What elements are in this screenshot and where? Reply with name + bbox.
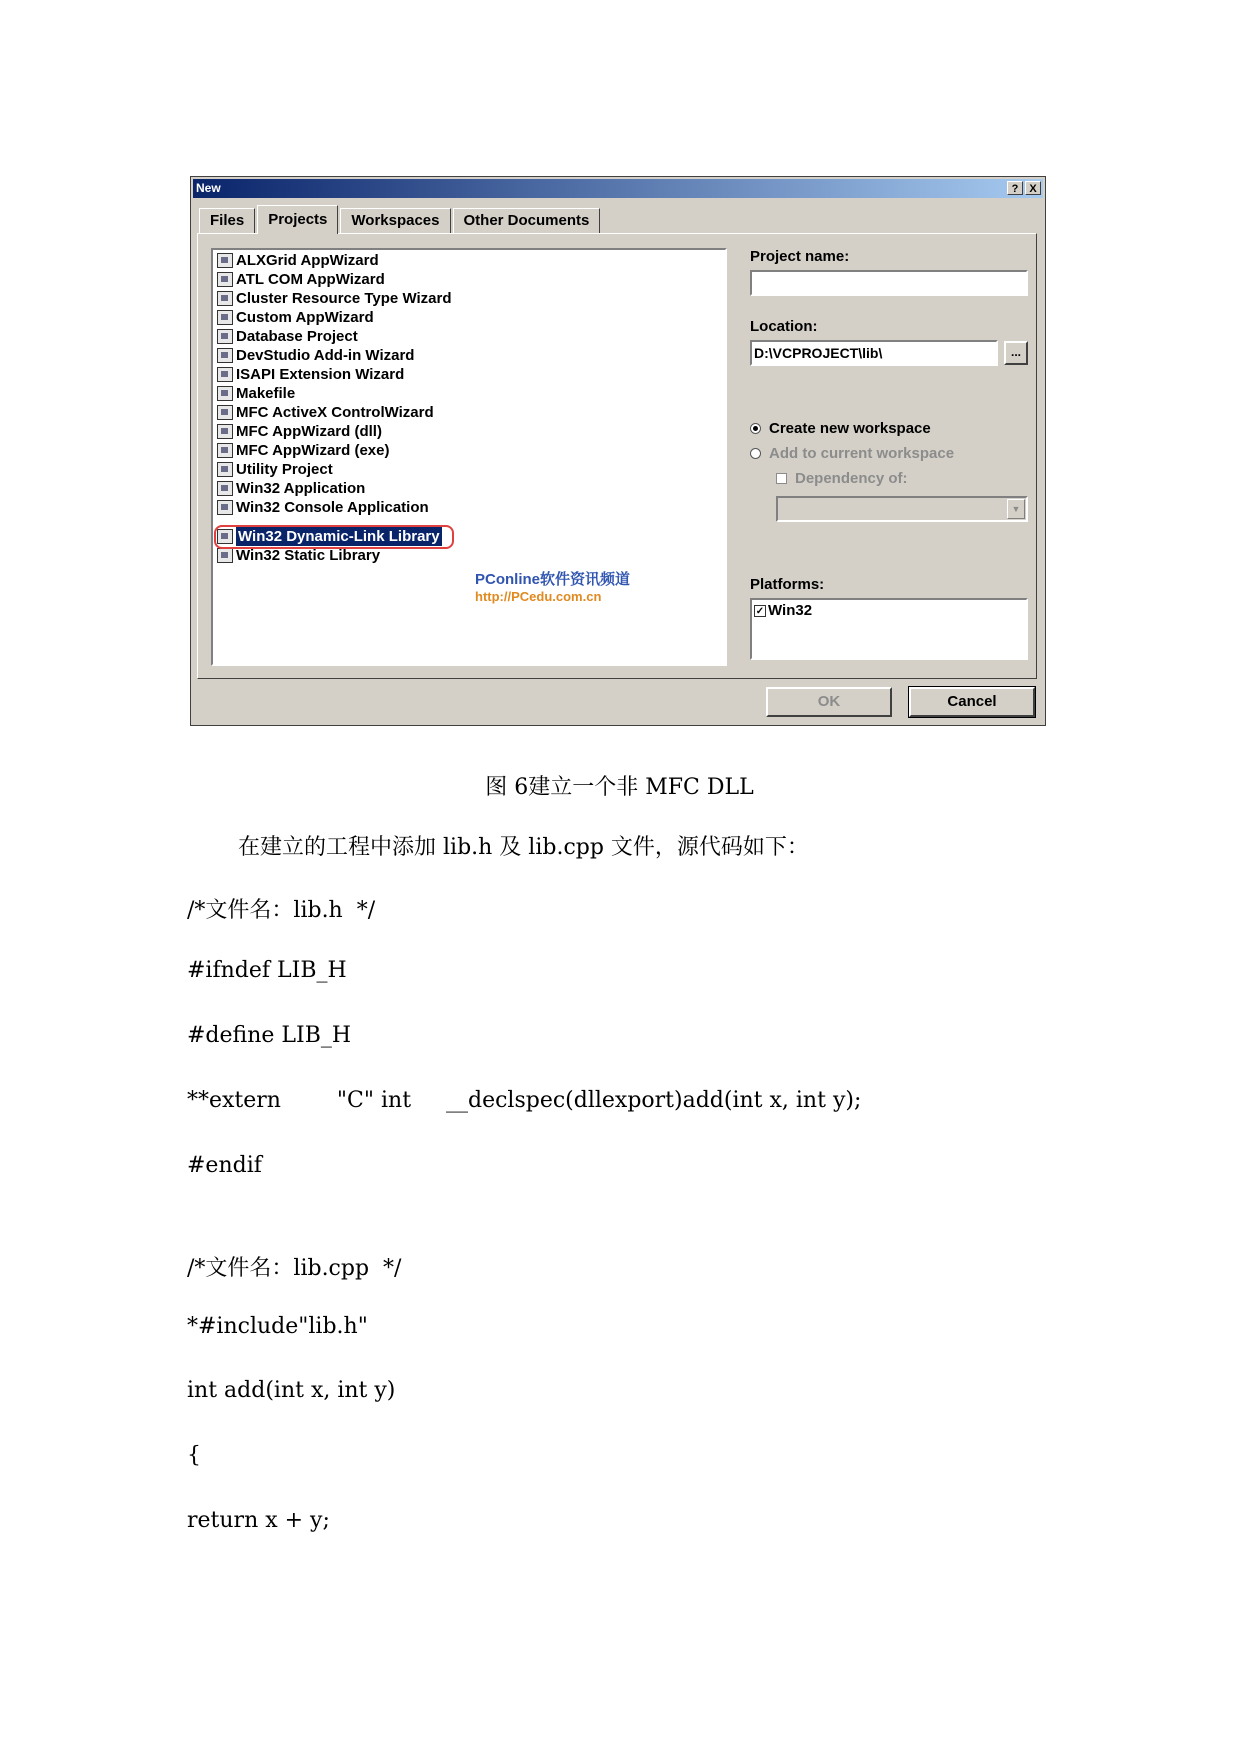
radio-label: Add to current workspace (769, 445, 955, 462)
appwizard-icon (217, 253, 233, 268)
list-item[interactable] (217, 365, 404, 384)
list-item[interactable] (217, 441, 389, 460)
list-item-label: Win32 Dynamic-Link Library (238, 528, 440, 545)
list-item-label: Makefile (236, 385, 296, 402)
database-icon (217, 329, 233, 344)
platforms-list[interactable] (750, 598, 1028, 660)
list-item-label: ALXGrid AppWizard (236, 252, 379, 269)
tab-strip (199, 205, 602, 233)
dll-icon (217, 529, 233, 544)
list-item-label: Win32 Console Application (236, 499, 429, 516)
checkbox-icon (776, 473, 787, 484)
cluster-icon (217, 291, 233, 306)
activex-icon (217, 405, 233, 420)
code-line: #define LIB_H (187, 1023, 352, 1048)
list-item[interactable] (217, 422, 382, 441)
chevron-down-icon[interactable]: ▼ (1007, 499, 1025, 519)
code-line: /*文件名：lib.cpp */ (187, 1256, 402, 1281)
list-item-label: MFC AppWizard (exe) (236, 442, 390, 459)
radio-label: Create new workspace (769, 420, 931, 437)
list-item[interactable] (217, 308, 374, 327)
list-item[interactable] (217, 498, 429, 517)
figure-caption: 图 6建立一个非 MFC DLL (485, 775, 754, 800)
radio-unselected-icon (750, 448, 761, 459)
watermark-line2: http://PCedu.com.cn (475, 589, 602, 604)
list-item[interactable] (217, 270, 385, 289)
add-to-current-workspace-radio[interactable] (750, 445, 954, 462)
list-item-label: Cluster Resource Type Wizard (236, 290, 452, 307)
list-item-label: MFC AppWizard (dll) (236, 423, 382, 440)
win32-app-icon (217, 481, 233, 496)
code-line: { (187, 1443, 201, 1468)
list-item-label: Custom AppWizard (236, 309, 374, 326)
list-item[interactable] (217, 403, 434, 422)
console-icon (217, 500, 233, 515)
list-item[interactable] (217, 251, 379, 270)
checkbox-label: Dependency of: (795, 470, 908, 487)
list-item-label: ISAPI Extension Wizard (236, 366, 405, 383)
cancel-button[interactable]: Cancel (909, 687, 1035, 717)
mfc-exe-icon (217, 443, 233, 458)
tab-files[interactable]: Files (199, 208, 255, 233)
code-line: #endif (187, 1153, 262, 1178)
list-item-label: Database Project (236, 328, 358, 345)
list-item[interactable] (217, 346, 414, 365)
list-item[interactable] (217, 327, 358, 346)
code-line: return x + y; (187, 1508, 330, 1533)
code-line: **extern "C" int __declspec(dllexport)add(int x, int y); (187, 1088, 862, 1113)
help-button[interactable]: ? (1007, 181, 1023, 195)
list-item[interactable] (217, 546, 380, 565)
list-item-label: DevStudio Add-in Wizard (236, 347, 415, 364)
checkmark-icon: ✓ (755, 605, 765, 617)
browse-button[interactable]: ... (1004, 341, 1028, 365)
platform-item[interactable] (752, 600, 1026, 621)
radio-selected-icon (750, 423, 761, 434)
atl-icon (217, 272, 233, 287)
list-item[interactable] (217, 460, 333, 479)
addin-icon (217, 348, 233, 363)
watermark-line1: PConline软件资讯频道 (475, 571, 631, 588)
dependency-of-checkbox[interactable] (776, 470, 908, 487)
projects-tab-panel (197, 233, 1037, 679)
list-item-label: Utility Project (236, 461, 333, 478)
location-input[interactable]: D:\VCPROJECT\lib\ (750, 340, 998, 366)
tab-other-documents[interactable]: Other Documents (453, 208, 601, 233)
dialog-titlebar (193, 179, 1043, 198)
platform-label: Win32 (768, 602, 813, 619)
watermark (475, 568, 630, 604)
makefile-icon (217, 386, 233, 401)
close-button[interactable]: X (1025, 181, 1041, 195)
utility-icon (217, 462, 233, 477)
platforms-label: Platforms: (750, 576, 825, 593)
ok-button[interactable]: OK (766, 687, 892, 717)
code-line: #ifndef LIB_H (187, 958, 347, 983)
list-item[interactable] (217, 479, 365, 498)
list-item-label: Win32 Application (236, 480, 366, 497)
list-item-selected[interactable] (217, 527, 442, 546)
create-new-workspace-radio[interactable] (750, 420, 931, 437)
custom-wizard-icon (217, 310, 233, 325)
intro-paragraph: 在建立的工程中添加 lib.h 及 lib.cpp 文件，源代码如下： (238, 835, 809, 860)
location-label: Location: (750, 318, 818, 335)
static-lib-icon (217, 548, 233, 563)
list-item-label: Win32 Static Library (236, 547, 381, 564)
project-name-label: Project name: (750, 248, 850, 265)
project-type-list[interactable] (211, 248, 727, 666)
dependency-combo[interactable] (776, 496, 1028, 522)
globe-icon (217, 367, 233, 382)
code-line: int add(int x, int y) (187, 1378, 396, 1403)
mfc-dll-icon (217, 424, 233, 439)
list-item[interactable] (217, 384, 295, 403)
list-item[interactable] (217, 289, 451, 308)
dialog-title: New (196, 181, 221, 195)
code-line: /*文件名：lib.h */ (187, 898, 376, 923)
list-item-label: MFC ActiveX ControlWizard (236, 404, 434, 421)
project-name-input[interactable] (750, 270, 1028, 296)
tab-projects[interactable]: Projects (257, 205, 338, 234)
list-item-label: ATL COM AppWizard (236, 271, 385, 288)
code-line: *#include"lib.h" (187, 1314, 368, 1339)
new-project-dialog (190, 176, 1046, 726)
tab-workspaces[interactable]: Workspaces (340, 208, 450, 233)
